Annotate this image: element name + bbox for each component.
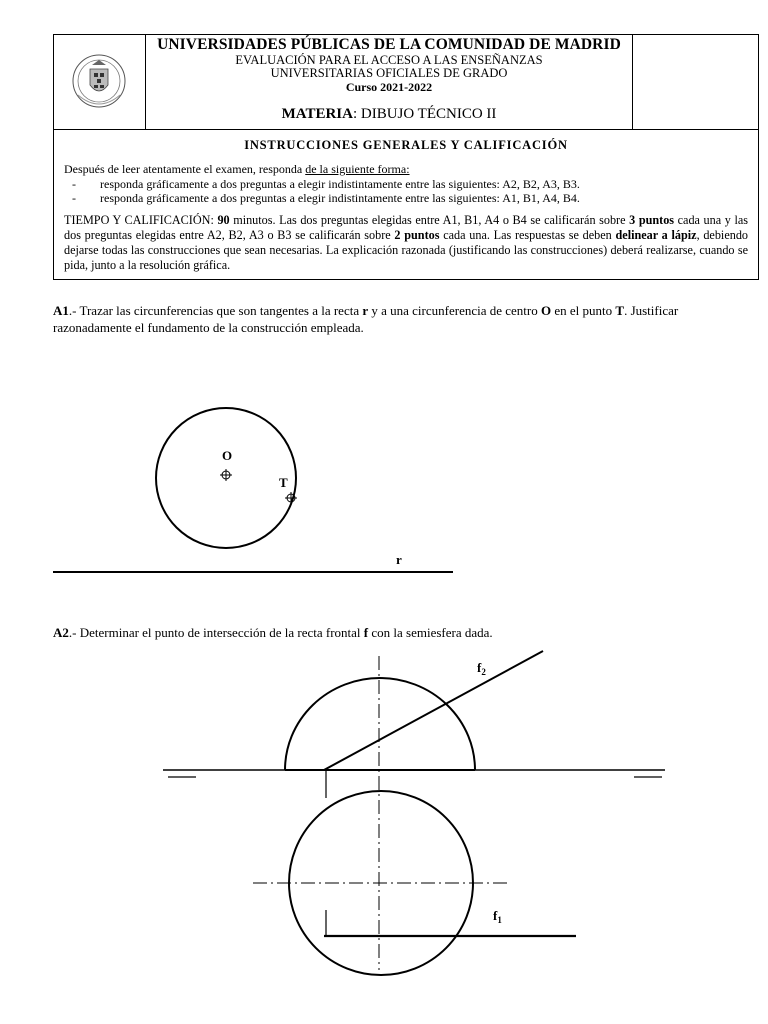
label-f2: $f_2$ [477,660,486,677]
subject-value: : DIBUJO TÉCNICO II [352,106,497,122]
university-title: UNIVERSIDADES PÚBLICAS DE LA COMUNIDAD DE MADRID [157,36,621,53]
question-text: y a una circunferencia de centro [368,303,541,318]
label-t: T [279,475,288,490]
label-o: O [222,448,233,463]
a1-figure [0,360,768,600]
line-f2 [324,651,543,770]
tiempo-minutes: 90 [217,213,230,227]
header-line-1: EVALUACIÓN PARA EL ACCESO A LAS ENSEÑANZAS [235,53,543,67]
subject-label: MATERIA [281,106,353,122]
tiempo-text: cada una. Las respuestas se deben [439,228,616,242]
instruction-bullet-1 [72,177,758,191]
bullet-dash: - [72,191,76,205]
question-text: .- Determinar el punto de intersección de la recta frontal [68,625,364,640]
header-blank-cell [632,35,758,129]
tiempo-text: minutos. Las dos preguntas elegidas entre A1, B1, A4 o B4 se calificarán sobre [229,213,630,227]
exam-header [53,34,759,130]
bullet-text: responda gráficamente a dos preguntas a elegir indistintamente entre las siguientes: A2, B2, A3, B3. [100,177,580,191]
intro-text: Después de leer atentamente el examen, responda [64,162,306,176]
instructions-intro [64,162,758,177]
university-seal-icon [54,35,144,127]
time-and-grading [64,213,748,273]
question-label: A2 [53,625,69,640]
term-o: O [541,303,552,318]
bullet-text: responda gráficamente a dos preguntas a elegir indistintamente entre las siguientes: A1, B1, A4, B4. [100,191,580,205]
tiempo-text: cada una y las dos preguntas elegidas entre A2, B2, A3 o B3 se calificarán sobre [64,213,748,242]
course-year: Curso 2021-2022 [345,80,433,94]
instructions-title: INSTRUCCIONES GENERALES Y CALIFICACIÓN [244,138,568,152]
tiempo-text: , debiendo dejarse todas las construcciones que sean necesarias. La explicación razonada (justificando las construcciones) deberá realizarse, cuando se pida, junto a la resolución gráfica. [64,228,749,272]
a2-figure [0,640,768,1024]
question-a2 [53,624,759,641]
bullet-dash: - [72,177,76,191]
question-text: .- Trazar las circunferencias que son tangentes a la recta [68,303,363,318]
question-text: con la semiesfera dada. [368,625,493,640]
header-line-2: UNIVERSITARIAS OFICIALES DE GRADO [270,66,508,80]
header-text [146,35,632,129]
term-r: r [362,303,369,318]
subject [146,106,632,123]
instruction-bullet-2 [72,191,758,205]
term-t: T [615,303,625,318]
question-text: . Justificar razonadamente el fundamento de la construcción empleada. [53,303,679,335]
instructions-box [53,130,759,280]
question-label: A1 [53,303,69,318]
intro-underlined: de la siguiente forma: [305,162,410,176]
hemisphere-elevation [285,678,475,770]
term-f: f [363,625,369,640]
logo-cell [54,35,146,129]
point-o-marker [220,469,232,481]
question-a1 [53,302,759,336]
label-r: r [396,552,402,567]
question-text: en el punto [551,303,616,318]
label-f1: $f_1$ [493,908,502,925]
tiempo-text: TIEMPO Y CALIFICACIÓN: [64,213,218,227]
points-two: 2 puntos [394,228,440,242]
points-three: 3 puntos [629,213,675,227]
pencil-instruction: delinear a lápiz [615,228,697,242]
